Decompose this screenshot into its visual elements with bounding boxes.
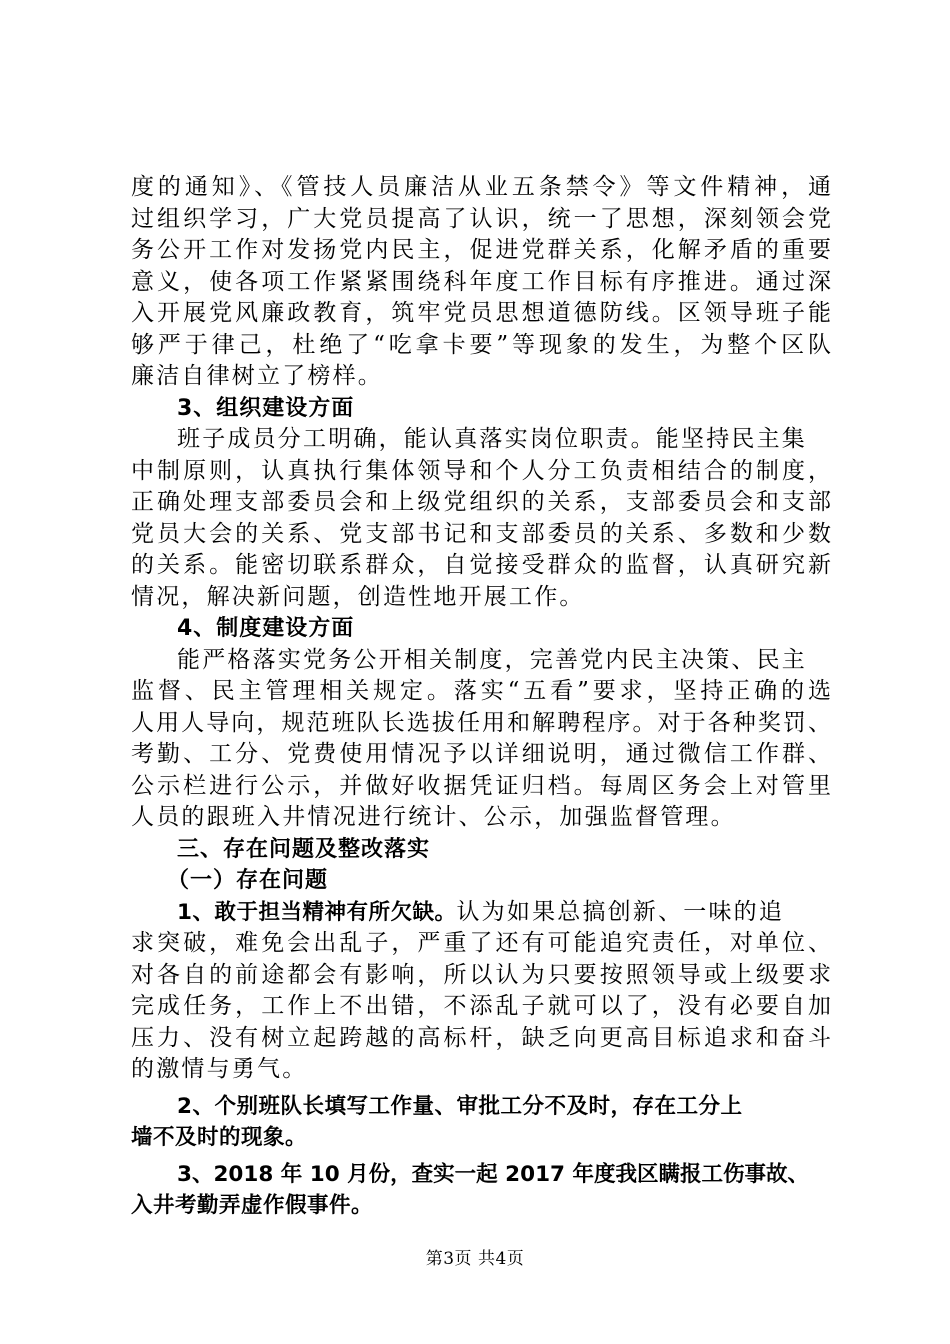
text-line: 的关系。能密切联系群众，自觉接受群众的监督，认真研究新 bbox=[131, 552, 831, 578]
text-line: 入井考勤弄虚作假事件。 bbox=[131, 1193, 374, 1218]
text-line: 压力、没有树立起跨越的高标杆，缺乏向更高目标追求和奋斗 bbox=[131, 1024, 831, 1051]
text-line: 情况，解决新问题，创造性地开展工作。 bbox=[131, 583, 585, 610]
issue-text: 认为如果总搞创新、一味的追 bbox=[456, 898, 785, 925]
paragraph bbox=[131, 645, 831, 834]
text-line: 能严格落实党务公开相关制度，完善党内民主决策、民主 bbox=[177, 646, 807, 673]
text-line: 度的通知》、《管技人员廉洁从业五条禁令》等文件精神，通 bbox=[131, 174, 831, 200]
paragraph bbox=[131, 424, 831, 613]
text-line: 墙不及时的现象。 bbox=[131, 1125, 308, 1150]
section-heading: 4、制度建设方面 bbox=[177, 616, 355, 641]
text-line: 入开展党风廉政教育，筑牢党员思想道德防线。区领导班子能 bbox=[131, 300, 831, 326]
text-line: 公示栏进行公示，并做好收据凭证归档。每周区务会上对管里 bbox=[131, 772, 831, 799]
paragraph bbox=[131, 897, 831, 1086]
text-line: 正确处理支部委员会和上级党组织的关系，支部委员会和支部 bbox=[131, 489, 831, 515]
subsection-heading: （一）存在问题 bbox=[167, 868, 329, 893]
document-body bbox=[131, 172, 831, 1222]
text-line: 求突破，难免会出乱子，严重了还有可能追究责任，对单位、 bbox=[131, 930, 831, 956]
paragraph bbox=[131, 172, 831, 393]
text-line: 人用人导向，规范班队长选拔任用和解聘程序。对于各种奖罚、 bbox=[131, 709, 831, 736]
text-line: 务公开工作对发扬党内民主，促进党群关系，化解矛盾的重要 bbox=[131, 237, 831, 263]
text-line: 考勤、工分、党费使用情况予以详细说明，通过微信工作群、 bbox=[131, 741, 831, 767]
paragraph bbox=[131, 1159, 831, 1222]
text-line: 廉洁自律树立了榜样。 bbox=[131, 363, 383, 389]
text-line: 对各自的前途都会有影响，所以认为只要按照领导或上级要求 bbox=[131, 961, 831, 988]
issue-title: 1、敢于担当精神有所欠缺。 bbox=[177, 899, 457, 925]
section-heading: 3、组织建设方面 bbox=[177, 395, 355, 421]
page-number: 第3页 共4页 bbox=[425, 1249, 525, 1269]
text-line: 完成任务，工作上不出错，不添乱子就可以了，没有必要自加 bbox=[131, 993, 831, 1019]
text-line: 人员的跟班入井情况进行统计、公示，加强监督管理。 bbox=[131, 804, 736, 830]
paragraph bbox=[131, 1091, 831, 1154]
text-line: 意义，使各项工作紧紧围绕科年度工作目标有序推进。通过深 bbox=[131, 268, 831, 295]
text-line: 3、2018 年 10 月份，查实一起 2017 年度我区瞒报工伤事故、 bbox=[177, 1161, 809, 1187]
text-line: 2、个别班队长填写工作量、审批工分不及时，存在工分上 bbox=[177, 1093, 743, 1119]
text-line: 党员大会的关系、党支部书记和支部委员的关系、多数和少数 bbox=[131, 520, 831, 547]
text-line: 够严于律己，杜绝了“吃拿卡要”等现象的发生，为整个区队 bbox=[131, 331, 831, 358]
section-heading: 三、存在问题及整改落实 bbox=[177, 836, 431, 862]
text-line: 的激情与勇气。 bbox=[131, 1056, 308, 1082]
text-line bbox=[131, 897, 831, 929]
text-line: 过组织学习，广大党员提高了认识，统一了思想，深刻领会党 bbox=[131, 205, 831, 232]
text-line: 班子成员分工明确，能认真落实岗位职责。能坚持民主集 bbox=[177, 426, 807, 452]
text-line: 监督、民主管理相关规定。落实“五看”要求，坚持正确的选 bbox=[131, 678, 831, 704]
text-line: 中制原则，认真执行集体领导和个人分工负责相结合的制度， bbox=[131, 457, 831, 484]
